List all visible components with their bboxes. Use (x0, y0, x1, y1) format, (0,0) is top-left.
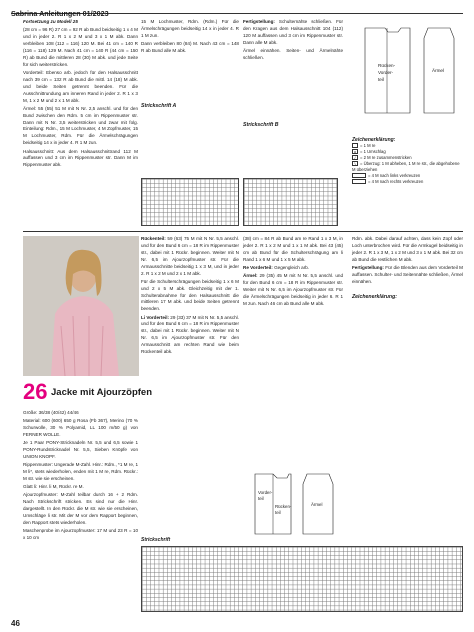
schema-top-right (350, 18, 465, 118)
column-3 (243, 19, 343, 130)
k2tog-icon: / (352, 155, 358, 160)
schema2-teil: teil (258, 496, 264, 501)
col4-p2: Für die Schulterschrägungen beidseitig 1 x 6 M und 2 x 5 M abk. Gleichzeitig mit der 1. Schulterabnahme für den Halsausschnitt die mittleren 17 M abk. und beide Seiten getrennt beenden. (141, 278, 239, 312)
model-number: 26 (23, 379, 48, 404)
column-2 (141, 19, 239, 111)
col6-p7: Maschenprobe im Ajourzopfmuster: 17 M und 23 R = 10 x 10 cm (23, 528, 138, 541)
col6-p1: Größe: 36/38 (40/42) 44/46 (23, 410, 79, 415)
model-photo (23, 236, 139, 376)
cable-left-icon (352, 173, 366, 178)
col6-p2: Material: 600 (600) 650 g Rosa (Fb 367), Merino (70 % Schurwolle, 30 % Polyamid, LL 100 m/50 g) von FERNER WOLLE. (23, 418, 138, 438)
chart-a-grid (141, 178, 239, 226)
chart-b-grid (243, 178, 338, 226)
col1-p2: Vorderteil: Ebenso arb. jedoch für den Halsausschnitt nach 39 cm = 132 R ab Bund die mittl. 14 (18) M abk. und beide Seiten getrennt beenden. Für die Ausschnittrundung am inneren Rand in jeder 2. R 1 x 3 M, 1 x 2 M und 2 x 1 M abk. (23, 69, 138, 103)
chart-bottom-title: Strickschrift (141, 537, 171, 543)
schema2-aermel: Ärmel (311, 502, 323, 507)
col7-p2: Für die Blenden aus dem Vorderteil M auffassen. Schulter- und Seitennähte schließen, Ärmel einnähen. (352, 264, 463, 284)
col5-head2: Ärmel: (243, 273, 258, 279)
col3-head: Fertigstellung: (243, 19, 275, 24)
schema-middle (243, 468, 343, 538)
col3-p2: Ärmel einnähen. Seiten- und Ärmelnähte schließen. (243, 47, 343, 60)
column-5 (243, 236, 343, 309)
page-number: 46 (11, 619, 20, 628)
col2-p1: 15 M Lochmuster, Rdm. (Rdm.) Für die Ärmelschrägungen beidseitig 14 x in jeder 4. R 1 M zun. (141, 19, 239, 38)
col4-head2: Li Vorderteil: (141, 314, 169, 320)
column-4 (141, 236, 239, 357)
page-header (11, 3, 463, 18)
chart-a-title: Strickschrift A (141, 102, 177, 109)
col1-p3: Ärmel: 55 (55) 51 M mit N Nr. 2,5 anschl. und für den Bund zwischen den Rdm. 5 cm im Rippenmuster str. Dann mit N Nr. 3,5 weiterstricken und zwar mit folg. Einteilung: Rdm., 15 M Lochmuster, 4 M Zopfmuster, 15 M Lochmuster, Rdm. Für die Ärmelschrägungen beidseitig 14 x in jeder 4. R 1 M zun. (23, 105, 138, 146)
header-title: Sabrina Anleitungen 01/2023 (11, 9, 109, 18)
col1-p4: Halsausschnitt: Aus dem Halsausschnittrand 112 M auffassen und 3 cm im Rippenmuster str. Dann M im Rippenmuster abk. (23, 148, 138, 168)
col4-head: Rückenteil: (141, 236, 166, 241)
divider (23, 231, 463, 232)
model-name: Jacke mit Ajourzöpfen (51, 387, 153, 398)
schema2-teil2: teil (275, 510, 281, 515)
col4-p3: 29 (33) 37 M mit N Nr. 5,5 anschl. und für den Bund 6 cm = 18 R im Rippenmuster str., dabei mit 1 Rückr. beginnen. Weiter mit N Nr. 6,5 im Ajourzopfmuster str. Für den Armausschnitt am rechten Rand wie beim Rückenteil abk. (141, 314, 239, 355)
schema-label-aermel: Ärmel (432, 68, 444, 73)
col5-p2: Gegengleich arb. (274, 264, 310, 270)
model-title (23, 378, 153, 408)
legend-bottom-title: Zeichenerklärung: (352, 293, 397, 300)
skpo-icon: \ (352, 161, 358, 166)
col4-p1: 59 (63) 75 M mit N Nr. 5,5 anschl. und für den Bund 6 cm = 18 R im Rippenmuster str., dabei mit 1 Rückr. beginnen. Weiter mit N Nr. 6,5 im Ajourzopfmuster str. Für die Armausschnitte beidseitig 1 x 3 M, und in jeder 2. R 1 x 2 M und 2 x 1 M abk. (141, 236, 239, 276)
schema2-vorder: Vorder- (258, 490, 273, 495)
col6-p3: Je 1 Paar PONY-Stricknadeln Nr. 5,5 und 6,5 sowie 1 PONY-Rundstricknadel Nr. 5,5, Sieben Knöpfe von UNION KNOPF. (23, 440, 138, 460)
continue-label: Fortsetzung zu Modell 25 (23, 19, 78, 24)
schema-label-teil: teil (378, 77, 384, 82)
knit-icon (352, 143, 358, 148)
legend-top: Zeichenerklärung: = 1 M re o = 1 Umschlag / = 2 M re zusammenstricken \ = Überzug: 1 M abheben, 1 M re str., die abgehobene M überziehen = 4 M nach links verkreuzen = 4 M nach rechts verkreuzen (352, 137, 464, 185)
legend-title: Zeichenerklärung: (352, 137, 396, 143)
col7-head: Fertigstellung: (352, 264, 384, 270)
col6-p6: Ajourzopfmuster: M-Zahl teilbar durch 16 + 2 Rdm. Nach Strickschrift stricken. Es sind nur die Hinr. dargestellt. In den Rückr. die M str. wie sie erscheinen, Umschläge li str. Mit der M vor dem Rapport beginnen, den Rapport stets wiederholen. (23, 492, 138, 526)
schema-label-vorder: Vorder- (378, 70, 394, 75)
schema2-ruecken: Rücken- (275, 504, 292, 509)
chart-b-title: Strickschrift B (243, 121, 279, 128)
chart-bottom-grid (141, 546, 463, 612)
column-1 (23, 19, 138, 171)
column-7 (352, 236, 463, 302)
col5-p1: (38) cm = 84 R ab Bund am re Rand 1 x 3 M, in jeder 2. R 1 x 2 M und 1 x 1 M abk. Bei 43 (45) cm ab Bund für die Schulterschrägung am li Rand 1 x 6 M und 1 x 5 M abk. (243, 236, 343, 262)
col6-p5: Glatt li: Hinr. li M, Rückr. re M. (23, 484, 84, 490)
col3-p1: Schulternähte schließen. Für den Kragen aus dem Halsausschnitt 104 (112) 120 M auffassen und 3 cm im Rippenmuster str. Dann alle M abk. (243, 19, 344, 45)
yarn-over-icon: o (353, 149, 357, 155)
col7-p1: Rdm. abk. Dabei darauf achten, dass kein Zopf oder Loch unterbrochen wird. Für die Armkugel beidseitig in jeder 2. R 1 x 3 M, 1 x 2 M und 3 x 1 M abk. Bei 32 cm ab Bund die restlichen M abk. (352, 236, 463, 262)
cable-right-icon (352, 179, 366, 184)
col6-p4: Rippenmuster: Ungerade M-Zahl. Hinr.: Rdm., *1 M re, 1 M li*, stets wiederholen, enden mit 1 M re, Rdm. Rückr.: M str. wie sie erscheinen. (23, 462, 138, 482)
col2-p2: Dann verbleiben 80 (84) M. Nach 43 cm = 148 R ab Bund alle M abk. (141, 41, 239, 53)
column-6 (23, 410, 138, 543)
col5-head: Re Vorderteil: (243, 264, 273, 270)
col1-p1: (28 cm = 96 R) 27 cm = 92 R ab Bund beidseitig 1 x 4 M und in jeder 2. R 1 x 2 M und 3 x 1 M abk. Dann verbleiben 108 (112 = 116) 120 M. Bei 41 cm = 140 R (116 = 118) 129 M. Nach 41 cm = 140 R (44 cm = 150 R) ab Bund die mittleren 28 (30) M abk. und jede Seite für sich weiterstricken. (23, 27, 138, 67)
col5-p3: 29 (35) 45 M mit N Nr. 5,5 anschl. und für den Bund 6 cm = 18 R im Rippenmuster str. Weiter mit N Nr. 6,5 im Ajourzopfmuster str. Für die Ärmelschrägungen beidseitig in jeder 6. R 1 M zun. Nach 46 cm ab Bund alle M abk. (243, 273, 343, 306)
schema-label-ruecken: Rücken- (378, 63, 396, 68)
